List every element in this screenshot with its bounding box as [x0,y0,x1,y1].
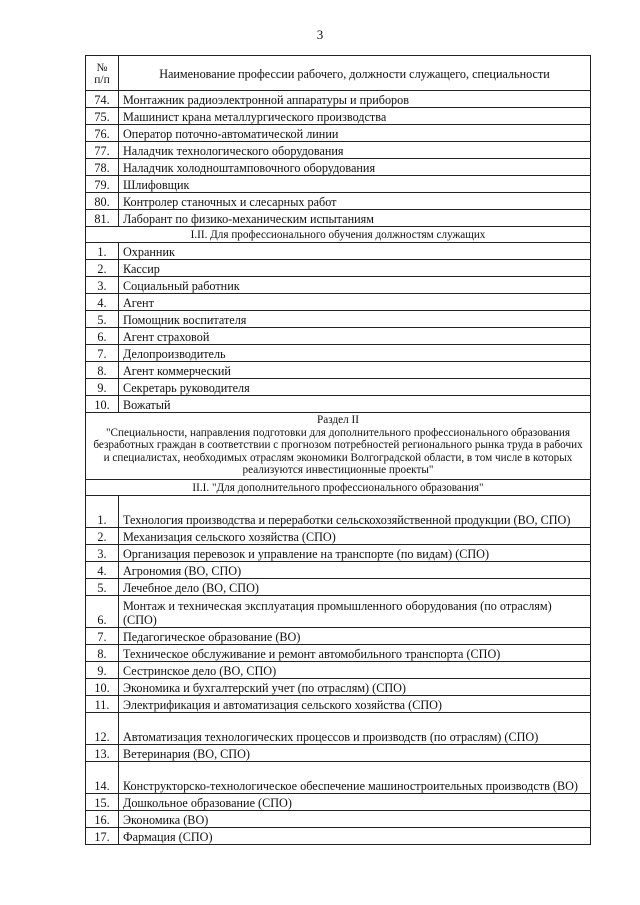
row-number: 15. [86,793,119,810]
row-text: Конструкторско-технологическое обеспечение машиностроительных производств (ВО) [119,761,591,793]
table-row [86,362,591,379]
row-text: Наладчик холодноштамповочного оборудования [119,159,591,176]
row-number: 6. [86,595,119,627]
row-number: 8. [86,362,119,379]
row-number: 17. [86,827,119,844]
row-text: Монтажник радиоэлектронной аппаратуры и приборов [119,91,591,108]
section-2-title: Раздел II [317,414,359,426]
table-row [86,627,591,644]
row-number: 16. [86,810,119,827]
section-2-description: "Специальности, направления подготовки для дополнительного профессионального образования безработных граждан в соответствии с прогнозом потребностей регионального рынка труда в рабочих и специалистах, необходимых отраслям экономики Волгоградской области, в том числе в которых реализуются инвестиционные проекты" [93,426,583,476]
table-row [86,744,591,761]
subsection-2-1-text: II.I. "Для дополнительного профессионального образования" [86,479,591,495]
row-number: 13. [86,744,119,761]
row-text: Экономика и бухгалтерский учет (по отраслям) (СПО) [119,678,591,695]
table-row [86,695,591,712]
row-text: Автоматизация технологических процессов и производств (по отраслям) (СПО) [119,712,591,744]
table-row [86,561,591,578]
row-number: 1. [86,495,119,527]
row-number: 12. [86,712,119,744]
table-row [86,91,591,108]
table-row [86,243,591,260]
row-text: Ветеринария (ВО, СПО) [119,744,591,761]
table-row [86,827,591,844]
row-number: 10. [86,678,119,695]
table-row [86,142,591,159]
row-number: 8. [86,644,119,661]
row-text: Лаборант по физико-механическим испытаниям [119,210,591,227]
row-text: Агент [119,294,591,311]
row-text: Технология производства и переработки сельскохозяйственной продукции (ВО, СПО) [119,495,591,527]
row-number: 79. [86,176,119,193]
row-text: Машинист крана металлургического производства [119,108,591,125]
row-text: Техническое обслуживание и ремонт автомобильного транспорта (СПО) [119,644,591,661]
subsection-1-2-text: I.II. Для профессионального обучения должностям служащих [86,227,591,243]
row-text: Лечебное дело (ВО, СПО) [119,578,591,595]
table-row [86,661,591,678]
row-text: Механизация сельского хозяйства (СПО) [119,527,591,544]
table-row [86,810,591,827]
row-text: Оператор поточно-автоматической линии [119,125,591,142]
table-row [86,159,591,176]
table-row [86,193,591,210]
row-text: Шлифовщик [119,176,591,193]
row-number: 11. [86,695,119,712]
table-row [86,311,591,328]
row-number: 78. [86,159,119,176]
header-title: Наименование профессии рабочего, должности служащего, специальности [119,56,591,91]
row-text: Педагогическое образование (ВО) [119,627,591,644]
subsection-1-2 [86,227,591,243]
row-number: 81. [86,210,119,227]
row-number: 7. [86,345,119,362]
table-row [86,396,591,413]
table-row [86,793,591,810]
subsection-2-1 [86,479,591,495]
row-number: 10. [86,396,119,413]
row-number: 1. [86,243,119,260]
section-2-cell [86,413,591,480]
row-number: 7. [86,627,119,644]
table-row [86,495,591,527]
row-number: 80. [86,193,119,210]
section-2-header [86,413,591,480]
row-text: Вожатый [119,396,591,413]
row-number: 5. [86,578,119,595]
table-row [86,712,591,744]
table-row [86,761,591,793]
row-text: Агент страховой [119,328,591,345]
row-number: 2. [86,260,119,277]
table-row [86,544,591,561]
row-text: Кассир [119,260,591,277]
row-number: 76. [86,125,119,142]
table-row [86,527,591,544]
professions-table [85,55,591,845]
table-row [86,644,591,661]
table-row [86,176,591,193]
table-row [86,578,591,595]
row-text: Фармация (СПО) [119,827,591,844]
table-header [86,56,591,91]
row-number: 5. [86,311,119,328]
row-number: 4. [86,294,119,311]
row-number: 75. [86,108,119,125]
row-number: 3. [86,277,119,294]
table-row [86,260,591,277]
row-text: Помощник воспитателя [119,311,591,328]
table-row [86,108,591,125]
row-text: Сестринское дело (ВО, СПО) [119,661,591,678]
row-number: 9. [86,661,119,678]
row-number: 14. [86,761,119,793]
table-row [86,678,591,695]
row-text: Делопроизводитель [119,345,591,362]
table-row [86,595,591,627]
row-text: Экономика (ВО) [119,810,591,827]
row-text: Электрификация и автоматизация сельского хозяйства (СПО) [119,695,591,712]
page-number: 3 [316,27,324,42]
row-text: Наладчик технологического оборудования [119,142,591,159]
table-row [86,210,591,227]
header-num: № п/п [86,56,119,91]
table-row [86,379,591,396]
table-row [86,328,591,345]
table-row [86,294,591,311]
row-number: 2. [86,527,119,544]
table-row [86,345,591,362]
row-text: Контролер станочных и слесарных работ [119,193,591,210]
row-number: 6. [86,328,119,345]
table-row [86,125,591,142]
row-number: 4. [86,561,119,578]
table-row [86,277,591,294]
row-text: Монтаж и техническая эксплуатация промышленного оборудования (по отраслям) (СПО) [119,595,591,627]
row-text: Агрономия (ВО, СПО) [119,561,591,578]
row-text: Организация перевозок и управление на транспорте (по видам) (СПО) [119,544,591,561]
row-number: 77. [86,142,119,159]
row-number: 3. [86,544,119,561]
row-number: 9. [86,379,119,396]
row-text: Агент коммерческий [119,362,591,379]
row-text: Охранник [119,243,591,260]
row-text: Социальный работник [119,277,591,294]
row-text: Дошкольное образование (СПО) [119,793,591,810]
row-number: 74. [86,91,119,108]
row-text: Секретарь руководителя [119,379,591,396]
